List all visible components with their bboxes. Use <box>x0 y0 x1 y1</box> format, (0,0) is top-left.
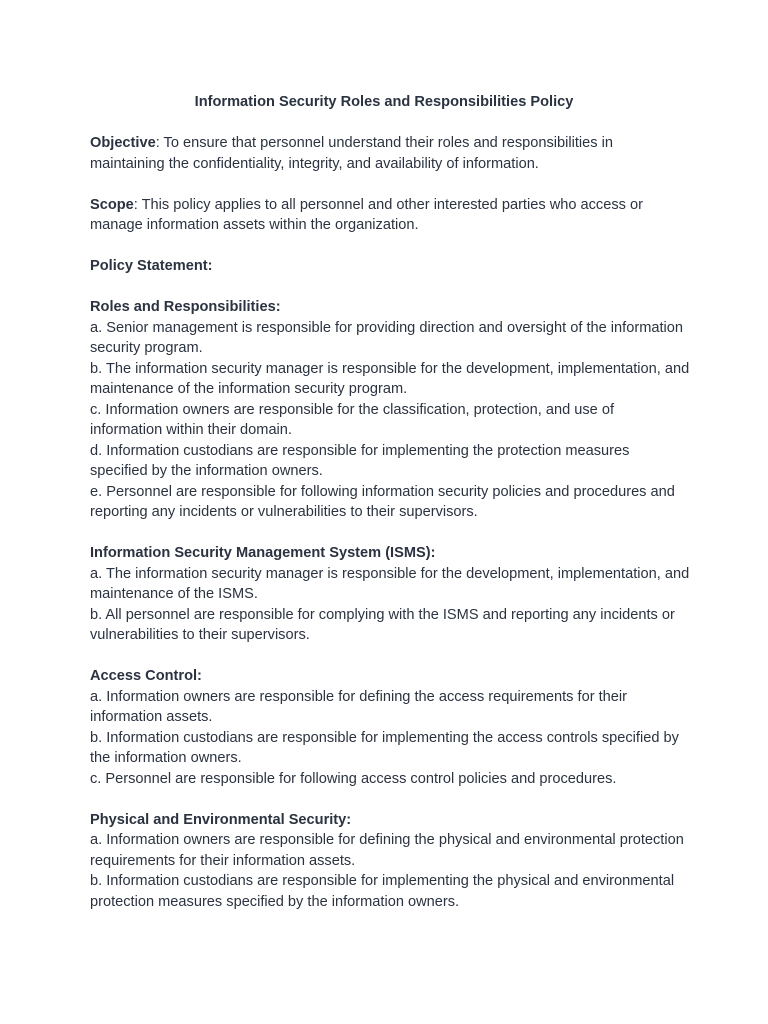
section-heading: Access Control: <box>90 668 202 684</box>
list-item: c. Personnel are responsible for following access control policies and procedures. <box>90 770 617 787</box>
section-heading: Information Security Management System (ISMS): <box>90 545 436 561</box>
section-roles-and-responsibilities <box>90 297 690 523</box>
policy-statement-heading: Policy Statement: <box>90 258 213 274</box>
scope-paragraph <box>90 195 690 236</box>
list-item: d. Information custodians are responsible for implementing the protection measures specified by the information owners. <box>90 442 630 479</box>
objective-text: : To ensure that personnel understand their roles and responsibilities in maintaining the confidentiality, integrity, and availability of information. <box>90 135 613 172</box>
list-item: c. Information owners are responsible for the classification, protection, and use of information within their domain. <box>90 401 615 438</box>
section-heading: Physical and Environmental Security: <box>90 811 352 828</box>
list-item: a. Information owners are responsible for defining the access requirements for their information assets. <box>90 688 627 725</box>
list-item: b. The information security manager is responsible for the development, implementation, and maintenance of the information security program. <box>90 360 690 397</box>
objective-label: Objective <box>90 135 156 151</box>
section-heading: Roles and Responsibilities: <box>90 299 281 315</box>
list-item: b. Information custodians are responsible for implementing the physical and environmental protection measures specified by the information owners. <box>90 873 675 910</box>
objective-paragraph <box>90 133 690 174</box>
list-item: e. Personnel are responsible for following information security policies and procedures and reporting any incidents or vulnerabilities to their supervisors. <box>90 483 675 520</box>
scope-label: Scope <box>90 196 134 213</box>
list-item: b. All personnel are responsible for complying with the ISMS and reporting any incidents or vulnerabilities to their supervisors. <box>90 606 675 643</box>
section-physical-environmental-security <box>90 810 690 913</box>
list-item: a. Senior management is responsible for providing direction and oversight of the information security program. <box>90 319 683 356</box>
section-isms <box>90 543 690 646</box>
section-access-control <box>90 666 690 789</box>
document-title: Information Security Roles and Responsibilities Policy <box>194 94 574 110</box>
document-page <box>90 92 690 933</box>
list-item: a. The information security manager is responsible for the development, implementation, and maintenance of the ISMS. <box>90 565 690 602</box>
list-item: a. Information owners are responsible for defining the physical and environmental protection requirements for their information assets. <box>90 832 684 869</box>
list-item: b. Information custodians are responsible for implementing the access controls specified by the information owners. <box>90 729 679 766</box>
scope-text: : This policy applies to all personnel and other interested parties who access or manage information assets within the organization. <box>90 196 643 233</box>
